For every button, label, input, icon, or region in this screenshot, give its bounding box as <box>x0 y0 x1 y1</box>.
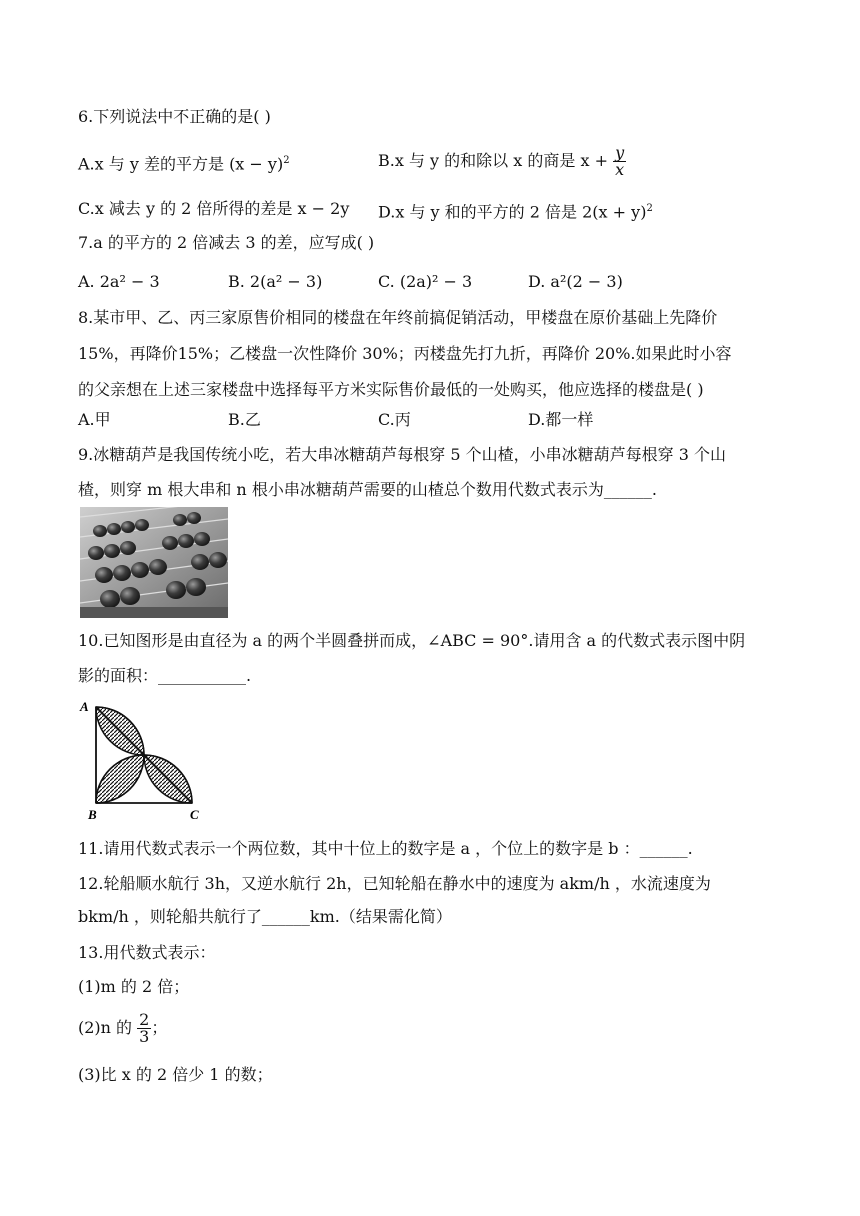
q10-line1: 10.已知图形是由直径为 a 的两个半圆叠拼而成，∠ABC = 90°.请用含 a 的代数式表示图中阴 <box>78 631 746 650</box>
label-a: A <box>80 699 89 714</box>
q11-line1: 11.请用代数式表示一个两位数，其中十位上的数字是 a ，个位上的数字是 b ：______. <box>78 839 693 858</box>
q7-option-d: D. a²(2 − 3) <box>528 272 623 291</box>
q13-part2-pre: (2)n 的 <box>78 1018 133 1037</box>
q6-option-d-expr: 2(x + y) <box>582 202 647 222</box>
q6-option-a-exp: 2 <box>283 155 290 166</box>
q8-option-d: D.都一样 <box>528 410 594 429</box>
q6-option-b-expr: x + <box>580 151 608 170</box>
q12-line1: 12.轮船顺水航行 3h，又逆水航行 2h，已知轮船在静水中的速度为 akm/h ，水流速度为 <box>78 874 711 893</box>
q6-option-d-text: D.x 与 y 和的平方的 2 倍是 <box>378 202 578 222</box>
q6-stem: 6.下列说法中不正确的是( ) <box>78 107 271 126</box>
q8-line3: 的父亲想在上述三家楼盘中选择每平方米实际售价最低的一处购买，他应选择的楼盘是( ) <box>78 380 704 399</box>
q6-option-a-expr: (x − y) <box>229 154 284 174</box>
q13-part3: (3)比 x 的 2 倍少 1 的数； <box>78 1065 273 1084</box>
q7-stem: 7.a 的平方的 2 倍减去 3 的差，应写成( ) <box>78 233 375 252</box>
q6-option-d <box>378 198 653 223</box>
label-c: C <box>190 807 199 821</box>
semicircles-figure <box>78 697 208 821</box>
q8-option-b: B.乙 <box>228 410 261 429</box>
q7-option-b: B. 2(a² − 3) <box>228 272 323 291</box>
q6-option-a-text: A.x 与 y 差的平方是 <box>78 154 224 174</box>
q6-option-c <box>78 198 349 220</box>
q8-option-c: C.丙 <box>378 410 411 429</box>
q13-part1: (1)m 的 2 倍； <box>78 977 190 996</box>
q6-option-a <box>78 150 290 175</box>
q6-option-b-fraction: $\frac{y}{x}$ <box>615 143 625 179</box>
q8-line1: 8.某市甲、乙、丙三家原售价相同的楼盘在年终前搞促销活动，甲楼盘在原价基础上先降价 <box>78 308 718 327</box>
q12-line2: bkm/h ，则轮船共航行了______km.（结果需化简） <box>78 907 452 926</box>
label-b: B <box>88 807 97 821</box>
q6-option-b-text: B.x 与 y 的和除以 x 的商是 <box>378 151 576 170</box>
q8-option-a: A.甲 <box>78 410 111 429</box>
q7-option-a: A. 2a² − 3 <box>78 272 160 291</box>
q8-line2: 15%，再降价15%；乙楼盘一次性降价 30%；丙楼盘先打九折，再降价 20%.如果此时小容 <box>78 344 732 363</box>
q9-line1: 9.冰糖葫芦是我国传统小吃，若大串冰糖葫芦每根穿 5 个山楂，小串冰糖葫芦每根穿 3 个山 <box>78 445 726 464</box>
lens-left <box>96 755 144 803</box>
q6-option-b <box>378 145 626 178</box>
tanghulu-photo <box>80 507 228 618</box>
q13-part2-post: ； <box>151 1018 168 1037</box>
q6-option-c-expr: x − 2y <box>297 199 350 218</box>
q13-stem: 13.用代数式表示： <box>78 943 216 962</box>
q7-option-c: C. (2a)² − 3 <box>378 272 473 291</box>
q13-part2 <box>78 1012 167 1045</box>
q10-line2: 影的面积：___________. <box>78 666 252 685</box>
q9-line2: 楂，则穿 m 根大串和 n 根小串冰糖葫芦需要的山楂总个数用代数式表示为______. <box>78 480 657 499</box>
q6-option-d-exp: 2 <box>646 203 653 214</box>
q13-part2-fraction: $\frac{2}{3}$ <box>139 1010 150 1046</box>
q6-option-c-text: C.x 减去 y 的 2 倍所得的差是 <box>78 199 293 218</box>
